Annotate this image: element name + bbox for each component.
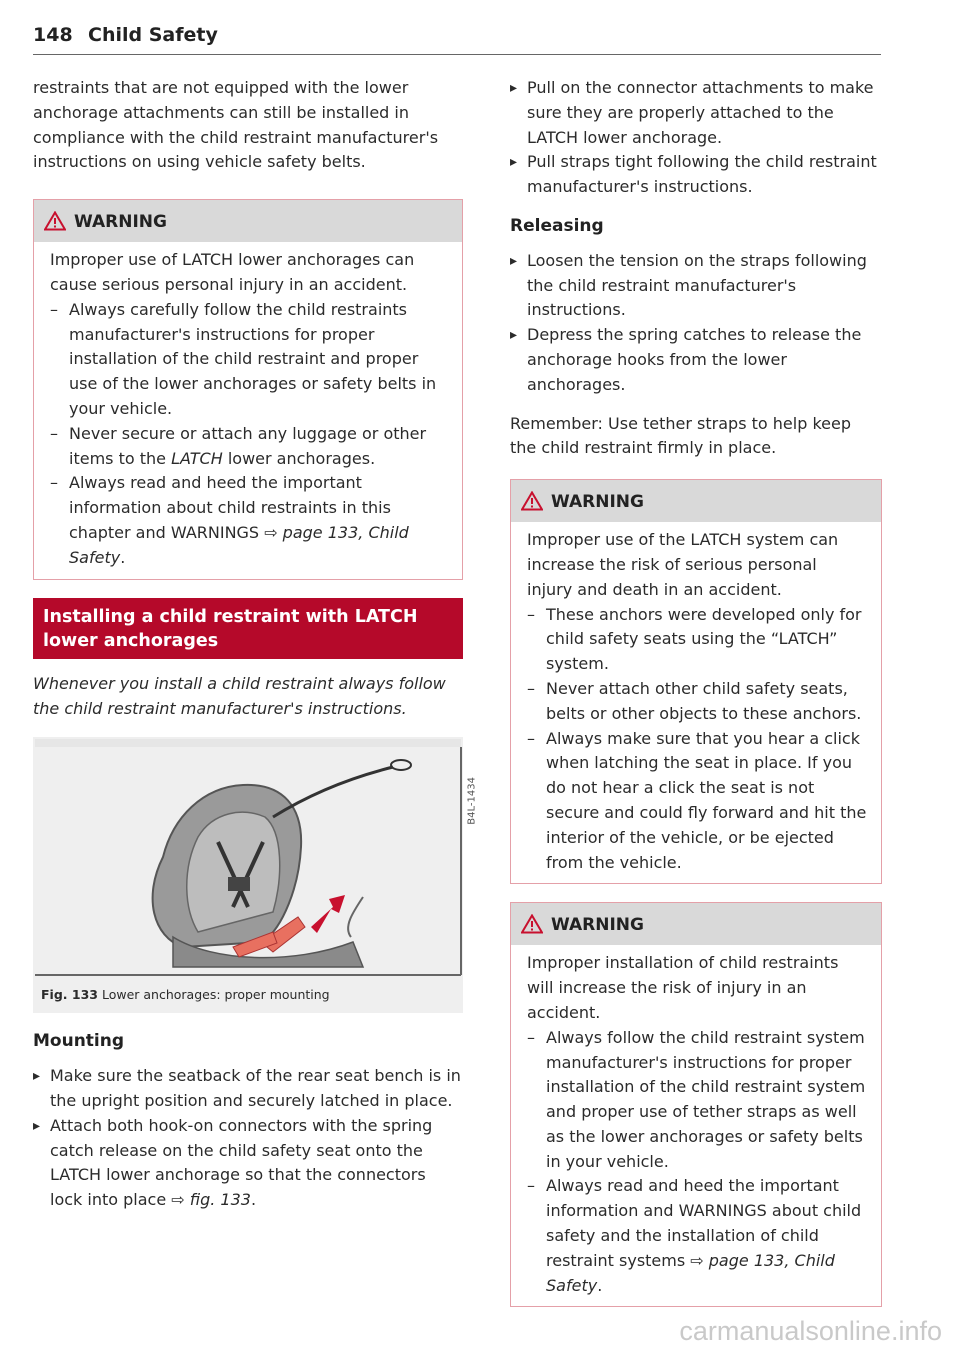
warning-item: – These anchors were developed only for child safety seats using the “LATCH” system. <box>527 603 867 677</box>
warning-title: WARNING <box>551 492 644 513</box>
figure-code: B4L-1434 <box>467 776 478 825</box>
page-link[interactable]: ⇨ page 133, Child Safety <box>546 1250 835 1295</box>
mounting-step: ▸ Pull straps tight following the child restraint manufacturer's instructions. <box>510 150 882 200</box>
warning-item: – Always make sure that you hear a click when latching the seat in place. If you do not hear a click the seat is not secure and could fly forward and hit the interior of the vehicle, or be ejected from the vehicle. <box>527 727 867 876</box>
page-header <box>33 22 881 55</box>
warning-item: – Always read and heed the important information about child restraints in this chapter and WARNINGS ⇨ page 133, Child Safety. <box>50 471 448 570</box>
mounting-step: ▸ Make sure the seatback of the rear seat bench is in the upright position and securely latched in place. <box>33 1064 463 1114</box>
warning-triangle-icon <box>521 491 543 511</box>
chapter-title: Child Safety <box>88 24 218 46</box>
warning-item: – Always carefully follow the child restraints manufacturer's instructions for proper installation of the child restraint and proper use of the lower anchorages or safety belts in your vehicle. <box>50 298 448 422</box>
section-heading: Installing a child restraint with LATCH lower anchorages <box>33 598 463 659</box>
figure-link[interactable]: ⇨ fig. 133 <box>171 1190 251 1210</box>
warning-header <box>511 480 881 522</box>
mounting-step: ▸ Attach both hook-on connectors with the spring catch release on the child safety seat onto the LATCH lower anchorage so that the connectors lock into place ⇨ fig. 133. <box>33 1114 463 1213</box>
warning-header <box>511 903 881 945</box>
watermark: carmanualsonline.info <box>679 1316 942 1346</box>
warning-item: – Never secure or attach any luggage or other items to the LATCH lower anchorages. <box>50 422 448 472</box>
warning-item: – Always follow the child restraint system manufacturer's instructions for proper installation of the child restraint system and proper use of tether straps as well as the lower anchorages or safety belts in your vehicle. <box>527 1026 867 1175</box>
releasing-step: ▸ Loosen the tension on the straps following the child restraint manufacturer's instructions. <box>510 249 882 323</box>
child-seat-illustration <box>33 737 463 977</box>
warning-title: WARNING <box>551 915 644 936</box>
warning-triangle-icon <box>521 914 543 934</box>
latch-term: LATCH <box>171 448 223 468</box>
figure-caption: Fig. 133 Lower anchorages: proper mounting <box>33 977 463 1014</box>
warning-triangle-icon <box>44 211 66 231</box>
page-number: 148 <box>33 24 73 46</box>
left-column <box>33 76 478 1213</box>
page-link[interactable]: ⇨ page 133, Child Safety <box>69 522 409 567</box>
remember-note: Remember: Use tether straps to help keep the child restraint firmly in place. <box>510 413 851 458</box>
releasing-step: ▸ Depress the spring catches to release the anchorage hooks from the lower anchorages. <box>510 323 882 397</box>
warning-item: – Always read and heed the important information and WARNINGS about child safety and the installation of child restraint systems ⇨ page 133, Child Safety. <box>527 1174 867 1298</box>
warning-header <box>34 200 462 242</box>
warning-title: WARNING <box>74 212 167 233</box>
right-column <box>510 76 882 1325</box>
warning-lead: Improper installation of child restraints will increase the risk of injury in an accident. <box>527 953 839 1022</box>
warning-box-latch-anchorages <box>33 199 463 579</box>
mounting-step: ▸ Pull on the connector attachments to make sure they are properly attached to the LATCH lower anchorage. <box>510 76 882 150</box>
warning-lead: Improper use of the LATCH system can increase the risk of serious personal injury and death in an accident. <box>527 530 839 599</box>
mounting-heading: Mounting <box>33 1031 125 1052</box>
intro-paragraph: restraints that are not equipped with the lower anchorage attachments can still be installed in compliance with the child restraint manufacturer's instructions on using vehicle safety belts. <box>33 78 439 172</box>
figure-child-seat <box>33 737 478 977</box>
warning-lead: Improper use of LATCH lower anchorages can cause serious personal injury in an accident. <box>50 250 415 294</box>
figure-number: Fig. 133 <box>41 986 98 1002</box>
releasing-heading: Releasing <box>510 215 604 236</box>
warning-item: – Never attach other child safety seats, belts or other objects to these anchors. <box>527 677 867 727</box>
warning-box-latch-system <box>510 479 882 884</box>
section-intro: Whenever you install a child restraint always follow the child restraint manufacturer's instructions. <box>33 673 446 718</box>
warning-box-installation <box>510 902 882 1307</box>
